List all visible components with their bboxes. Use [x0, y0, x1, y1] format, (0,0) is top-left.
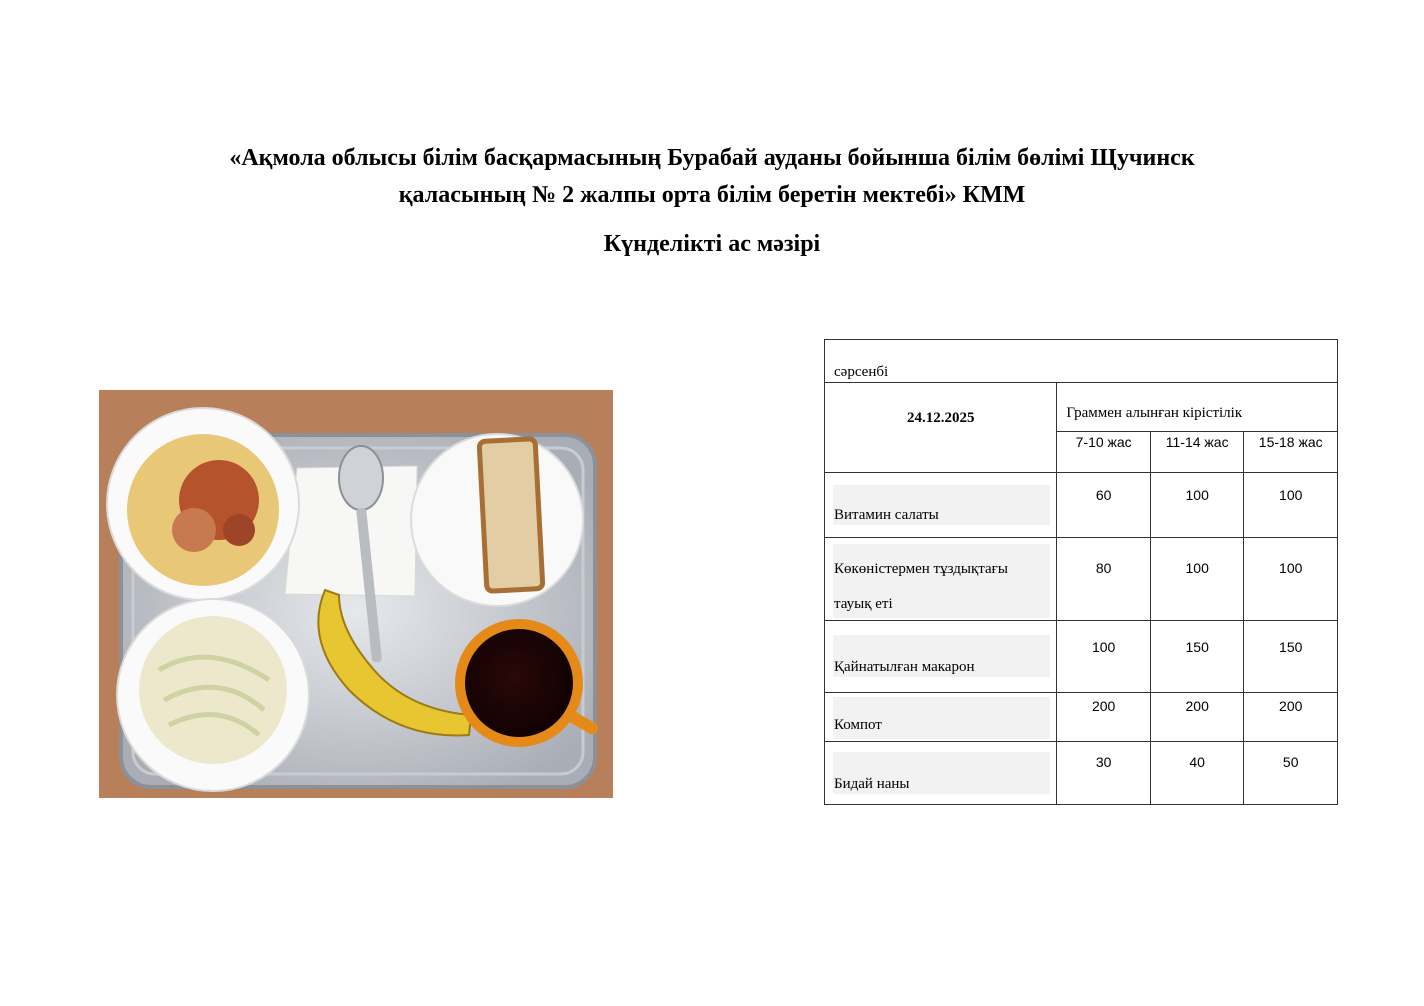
- portion-cell: 200: [1150, 693, 1244, 742]
- day-cell: [825, 340, 1338, 383]
- portion-cell: 100: [1150, 538, 1244, 621]
- portion-cell: 60: [1057, 473, 1151, 538]
- school-title-line-2: қаласының № 2 жалпы орта білім беретін мектебі» КММ: [398, 182, 1026, 208]
- portion-cell: 100: [1057, 621, 1151, 693]
- portion-cell: 100: [1244, 538, 1338, 621]
- portion-cell: 200: [1244, 693, 1338, 742]
- dish-name: Көкөністермен тұздықтағы: [834, 561, 1008, 577]
- date-cell: [825, 383, 1057, 473]
- yield-header-cell: [1057, 383, 1338, 432]
- cabbage-salad-bowl: [117, 599, 309, 791]
- portion-cell: 100: [1244, 473, 1338, 538]
- table-row: [825, 693, 1338, 742]
- dish-name: Бидай наны: [834, 776, 910, 792]
- table-row: [825, 621, 1338, 693]
- dish-name-cell: [825, 538, 1057, 621]
- school-title-line-1: «Ақмола облысы білім басқармасының Бурабай ауданы бойынша білім бөлімі Щучинск: [229, 145, 1195, 171]
- dish-name-cell: [825, 621, 1057, 693]
- table-row: [825, 742, 1338, 805]
- table-row: [825, 538, 1338, 621]
- portion-cell: 40: [1150, 742, 1244, 805]
- portion-cell: 100: [1150, 473, 1244, 538]
- age-group-header: 11-14 жас: [1150, 432, 1244, 473]
- portion-cell: 80: [1057, 538, 1151, 621]
- document-header: [0, 140, 1424, 263]
- pasta-bowl: [107, 408, 299, 600]
- dish-name: Компот: [834, 717, 882, 733]
- age-group-header: 7-10 жас: [1057, 432, 1151, 473]
- portion-cell: 30: [1057, 742, 1151, 805]
- meal-tray-photo: [99, 390, 613, 798]
- dish-name-cell: [825, 693, 1057, 742]
- yield-label: Граммен алынған кірістілік: [1066, 405, 1243, 421]
- menu-table: [824, 339, 1338, 805]
- dish-name-cell: [825, 473, 1057, 538]
- dish-name: Витамин салаты: [834, 507, 939, 523]
- menu-date: 24.12.2025: [906, 410, 975, 426]
- dish-name: Қайнатылған макарон: [834, 659, 975, 675]
- portion-cell: 150: [1244, 621, 1338, 693]
- bread-plate: [411, 434, 583, 606]
- dish-name-continued: тауық еті: [834, 596, 893, 612]
- table-row: [825, 473, 1338, 538]
- portion-cell: 200: [1057, 693, 1151, 742]
- menu-subtitle: Күнделікті ас мәзірі: [603, 231, 821, 257]
- day-of-week: сәрсенбі: [834, 364, 889, 380]
- portion-cell: 50: [1244, 742, 1338, 805]
- age-group-header: 15-18 жас: [1244, 432, 1338, 473]
- portion-cell: 150: [1150, 621, 1244, 693]
- dish-name-cell: [825, 742, 1057, 805]
